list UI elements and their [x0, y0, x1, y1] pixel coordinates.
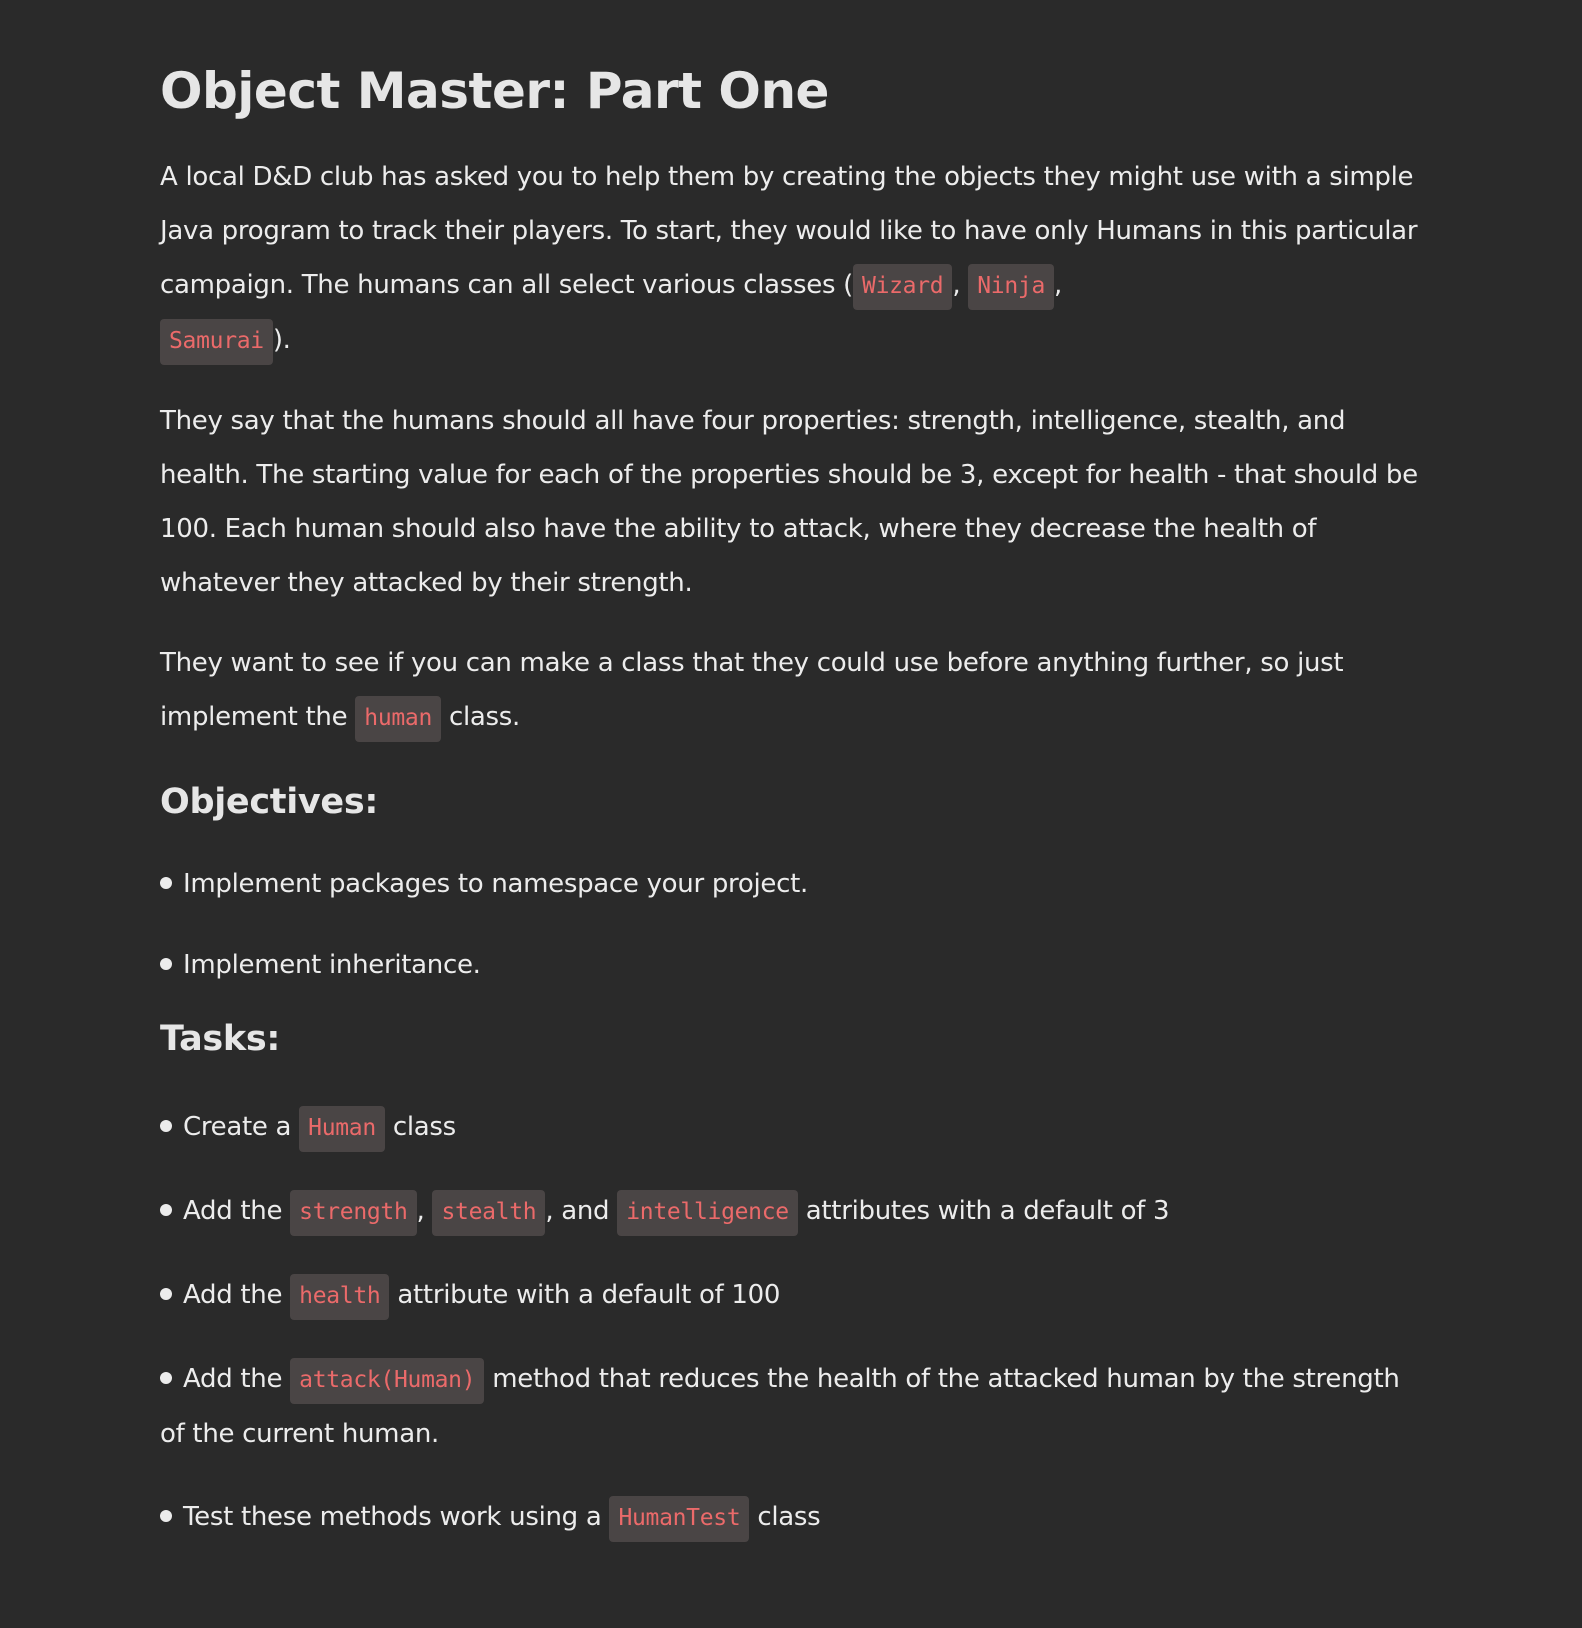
- bullet-icon: [160, 877, 172, 889]
- separator: ,: [952, 270, 969, 300]
- intro-paragraph-3: [160, 636, 1422, 745]
- list-item-text: Implement inheritance.: [183, 950, 481, 980]
- code-stealth: stealth: [432, 1190, 545, 1236]
- intro-paragraph-2: They say that the humans should all have four properties: strength, intelligence, stealth, and health. The starting value for each of the properties should be 3, except for health - that should be 100. Each human should also have the ability to attack, where they decrease the health of whatever they attacked by their strength.: [160, 406, 1418, 598]
- bullet-icon: [160, 1204, 172, 1216]
- paragraph-text: ).: [272, 325, 291, 355]
- code-attack-method: attack(Human): [290, 1358, 484, 1404]
- list-item-text: Implement packages to namespace your project.: [183, 869, 808, 899]
- bullet-icon: [160, 958, 172, 970]
- code-ninja: Ninja: [968, 264, 1054, 310]
- separator: , and: [545, 1196, 618, 1226]
- list-item-text: class: [749, 1502, 821, 1532]
- list-item: [160, 1100, 1422, 1155]
- code-wizard: Wizard: [853, 264, 952, 310]
- bullet-icon: [160, 1510, 172, 1522]
- list-item-text: attributes with a default of 3: [797, 1196, 1170, 1226]
- code-humantest: HumanTest: [609, 1496, 749, 1542]
- list-item-text: class: [384, 1112, 456, 1142]
- list-item-text: Add the: [183, 1364, 291, 1394]
- list-item: [160, 1184, 1422, 1239]
- code-strength: strength: [290, 1190, 416, 1236]
- list-item-text: Create a: [183, 1112, 300, 1142]
- code-samurai: Samurai: [160, 319, 273, 365]
- objectives-heading: Objectives:: [160, 782, 379, 822]
- list-item: [160, 857, 1422, 911]
- list-item-text: Test these methods work using a: [183, 1502, 610, 1532]
- list-item: [160, 1268, 1422, 1323]
- paragraph-text: A local D&D club has asked you to help them by creating the objects they might use with a simple Java program to track their players. To start, they would like to have only Humans in this particular campaign. The humans can all select various classes (: [160, 162, 1418, 300]
- code-intelligence: intelligence: [617, 1190, 798, 1236]
- code-human: human: [355, 696, 441, 742]
- bullet-icon: [160, 1372, 172, 1384]
- list-item: [160, 1490, 1422, 1545]
- list-item: [160, 1352, 1422, 1461]
- page-title: Object Master: Part One: [160, 62, 829, 120]
- paragraph-text: They want to see if you can make a class that they could use before anything further, so just implement the: [160, 648, 1344, 732]
- list-item: [160, 938, 1422, 992]
- list-item-text: Add the: [183, 1196, 291, 1226]
- paragraph-text: class.: [441, 702, 521, 732]
- code-health: health: [290, 1274, 389, 1320]
- tasks-heading: Tasks:: [160, 1019, 281, 1059]
- separator: ,: [416, 1196, 433, 1226]
- code-human-class: Human: [299, 1106, 385, 1152]
- list-item-text: method that reduces the health of the attacked human by the strength of the current human.: [160, 1364, 1400, 1449]
- tasks-list: [160, 1100, 1422, 1545]
- objectives-list: [160, 857, 1422, 992]
- list-item-text: attribute with a default of 100: [389, 1280, 781, 1310]
- intro-paragraph-1: [160, 150, 1422, 368]
- list-item-text: Add the: [183, 1280, 291, 1310]
- bullet-icon: [160, 1120, 172, 1132]
- bullet-icon: [160, 1288, 172, 1300]
- separator: ,: [1054, 270, 1062, 300]
